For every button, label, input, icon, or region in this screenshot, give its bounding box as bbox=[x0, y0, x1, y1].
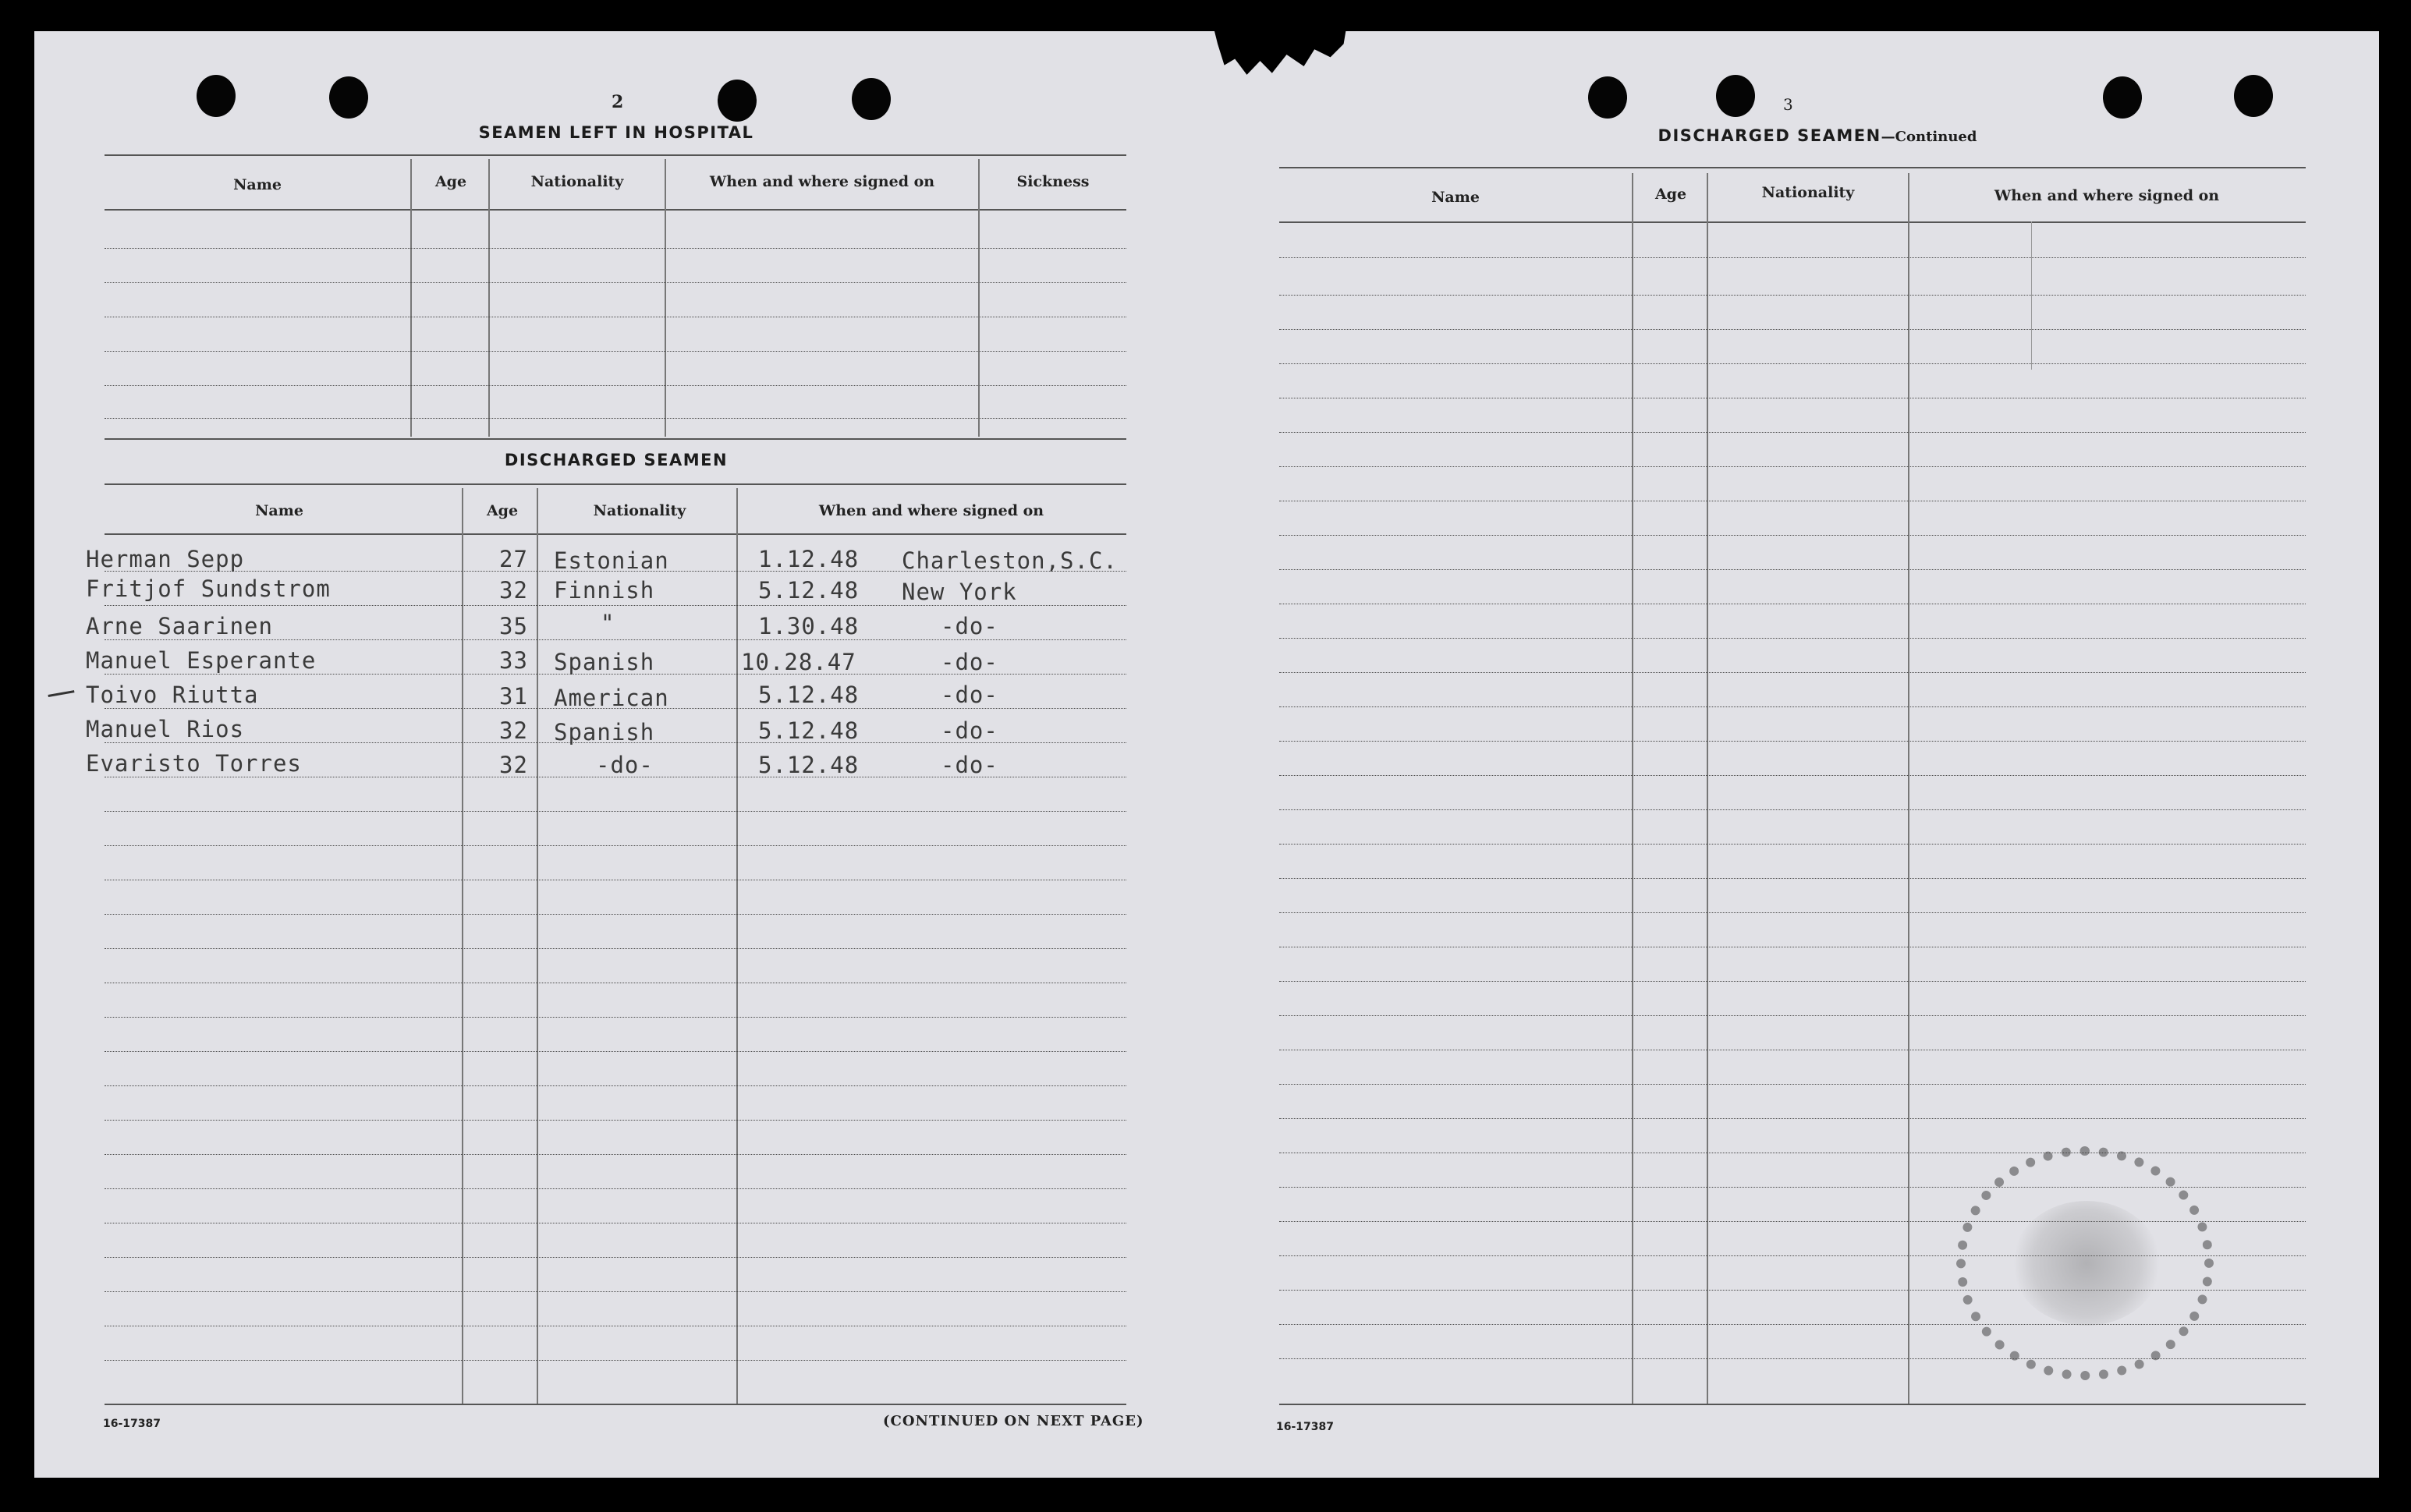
seaman-signed-date: 10.28.47 bbox=[741, 649, 856, 675]
discharged-row-line bbox=[105, 948, 1126, 949]
hospital-row-line bbox=[105, 248, 1126, 249]
punch-hole bbox=[329, 76, 368, 119]
stamp-center bbox=[2012, 1201, 2161, 1326]
right-row-line bbox=[1279, 1015, 2306, 1016]
hospital-row-line bbox=[105, 418, 1126, 419]
seaman-signed-date: 5.12.48 bbox=[758, 682, 860, 708]
right-row-line bbox=[1279, 809, 2306, 810]
right-section-title-suffix: —Continued bbox=[1881, 129, 1977, 145]
discharged-row-line bbox=[105, 1120, 1126, 1121]
right-table-top-rule bbox=[1279, 167, 2306, 168]
discharged-col-nationality: Nationality bbox=[593, 502, 686, 519]
hospital-table-bottom-rule bbox=[105, 438, 1126, 440]
seaman-signed-date: 5.12.48 bbox=[758, 752, 860, 778]
right-row-line bbox=[1279, 363, 2306, 364]
punch-hole bbox=[1588, 76, 1627, 119]
right-form-number: 16-17387 bbox=[1276, 1421, 1334, 1433]
hospital-col-nationality: Nationality bbox=[530, 173, 624, 190]
hospital-col-age: Age bbox=[434, 173, 467, 190]
discharged-row-line bbox=[105, 1188, 1126, 1189]
left-page-number: 2 bbox=[612, 92, 624, 112]
right-row-line bbox=[1279, 1084, 2306, 1085]
seaman-signed-date: 5.12.48 bbox=[758, 577, 860, 604]
seaman-nationality: " bbox=[601, 610, 615, 636]
seaman-name: Manuel Esperante bbox=[86, 647, 317, 674]
right-row-line bbox=[1279, 981, 2306, 982]
discharged-section-title: DISCHARGED SEAMEN bbox=[504, 451, 729, 469]
seaman-signed-place: -do- bbox=[941, 682, 998, 708]
seaman-signed-place: New York bbox=[902, 579, 1017, 605]
right-table-bottom-rule bbox=[1279, 1404, 2306, 1405]
seaman-signed-place: Charleston,S.C. bbox=[902, 547, 1118, 574]
right-col-divider-faint bbox=[2031, 221, 2032, 370]
discharged-table-top-rule bbox=[105, 483, 1126, 485]
seaman-nationality: Estonian bbox=[554, 547, 669, 574]
seaman-nationality: Spanish bbox=[554, 719, 655, 745]
seaman-signed-date: 5.12.48 bbox=[758, 717, 860, 744]
right-row-line bbox=[1279, 741, 2306, 742]
hospital-col-sickness: Sickness bbox=[1016, 173, 1090, 190]
hospital-row-line bbox=[105, 385, 1126, 386]
right-col-signed-on: When and where signed on bbox=[1994, 187, 2220, 204]
seaman-signed-date: 1.30.48 bbox=[758, 613, 860, 639]
discharged-col-divider bbox=[736, 488, 738, 1404]
seaman-age: 33 bbox=[499, 647, 528, 674]
seaman-age: 32 bbox=[499, 577, 528, 604]
discharged-col-divider bbox=[462, 488, 463, 1404]
right-col-divider bbox=[1908, 173, 1909, 1405]
seaman-nationality: American bbox=[554, 685, 669, 711]
right-row-line bbox=[1279, 1118, 2306, 1119]
discharged-col-name: Name bbox=[255, 502, 303, 519]
seaman-age: 31 bbox=[499, 683, 528, 710]
hospital-table-top-rule bbox=[105, 154, 1126, 156]
right-row-line bbox=[1279, 844, 2306, 845]
discharged-row-line bbox=[105, 605, 1126, 606]
discharged-table-header-rule bbox=[105, 533, 1126, 535]
seaman-name: Herman Sepp bbox=[86, 546, 245, 572]
right-row-line bbox=[1279, 706, 2306, 707]
seaman-nationality: Spanish bbox=[554, 649, 655, 675]
right-row-line bbox=[1279, 775, 2306, 776]
punch-hole bbox=[718, 80, 757, 122]
punch-hole bbox=[2234, 75, 2273, 117]
discharged-row-line bbox=[105, 811, 1126, 812]
right-table-header-rule bbox=[1279, 221, 2306, 223]
discharged-col-divider bbox=[537, 488, 538, 1404]
seaman-age: 32 bbox=[499, 717, 528, 744]
right-col-divider bbox=[1707, 173, 1708, 1405]
right-page-number: 3 bbox=[1783, 95, 1793, 114]
right-col-name: Name bbox=[1431, 189, 1480, 206]
seaman-nationality: -do- bbox=[596, 752, 654, 778]
hospital-table-header-rule bbox=[105, 209, 1126, 211]
right-row-line bbox=[1279, 912, 2306, 913]
discharged-row-line bbox=[105, 1085, 1126, 1086]
right-row-line bbox=[1279, 638, 2306, 639]
seaman-signed-place: -do- bbox=[941, 717, 998, 744]
right-col-divider bbox=[1632, 173, 1633, 1405]
hospital-col-divider bbox=[978, 159, 980, 437]
hospital-col-divider bbox=[665, 159, 666, 437]
discharged-row-line bbox=[105, 914, 1126, 915]
discharged-row-line bbox=[105, 1154, 1126, 1155]
seaman-name: Toivo Riutta bbox=[86, 682, 259, 708]
right-row-line bbox=[1279, 535, 2306, 536]
punch-hole bbox=[2103, 76, 2142, 119]
right-row-line bbox=[1279, 432, 2306, 433]
discharged-row-line bbox=[105, 845, 1126, 846]
discharged-col-age: Age bbox=[486, 502, 519, 519]
punch-hole bbox=[1716, 75, 1755, 117]
right-col-age: Age bbox=[1654, 186, 1687, 203]
hospital-row-line bbox=[105, 351, 1126, 352]
discharged-row-line bbox=[105, 1291, 1126, 1292]
hospital-section-title: SEAMEN LEFT IN HOSPITAL bbox=[478, 123, 754, 142]
seaman-age: 27 bbox=[499, 546, 528, 572]
right-row-line bbox=[1279, 672, 2306, 673]
seaman-name: Arne Saarinen bbox=[86, 613, 273, 639]
hospital-col-divider bbox=[410, 159, 412, 437]
seaman-name: Manuel Rios bbox=[86, 716, 245, 742]
punch-hole bbox=[852, 78, 891, 120]
hospital-col-signed-on: When and where signed on bbox=[709, 173, 935, 190]
right-col-nationality: Nationality bbox=[1761, 184, 1855, 201]
right-row-line bbox=[1279, 329, 2306, 330]
discharged-row-line bbox=[105, 1017, 1126, 1018]
hospital-col-divider bbox=[488, 159, 490, 437]
seaman-age: 32 bbox=[499, 752, 528, 778]
punch-hole bbox=[197, 75, 236, 117]
discharged-row-line bbox=[105, 1051, 1126, 1052]
hospital-row-line bbox=[105, 282, 1126, 283]
right-row-line bbox=[1279, 466, 2306, 467]
left-form-number: 16-17387 bbox=[103, 1418, 161, 1430]
seaman-signed-place: -do- bbox=[941, 649, 998, 675]
discharged-row-line bbox=[105, 1360, 1126, 1361]
right-section-title-main: DISCHARGED SEAMEN bbox=[1658, 126, 1881, 145]
discharged-row-line bbox=[105, 1257, 1126, 1258]
right-section-title bbox=[1599, 126, 2036, 145]
right-row-line bbox=[1279, 878, 2306, 879]
right-row-line bbox=[1279, 257, 2306, 258]
seaman-age: 35 bbox=[499, 613, 528, 639]
seaman-signed-place: -do- bbox=[941, 752, 998, 778]
seaman-name: Fritjof Sundstrom bbox=[86, 575, 331, 602]
seaman-signed-place: -do- bbox=[941, 613, 998, 639]
seaman-signed-date: 1.12.48 bbox=[758, 546, 860, 572]
continued-note: (CONTINUED ON NEXT PAGE) bbox=[883, 1413, 1144, 1429]
discharged-row-line bbox=[105, 639, 1126, 640]
right-row-line bbox=[1279, 569, 2306, 570]
discharged-table-bottom-rule bbox=[105, 1404, 1126, 1405]
discharged-col-signed-on: When and where signed on bbox=[818, 502, 1044, 519]
seaman-name: Evaristo Torres bbox=[86, 750, 302, 777]
seaman-nationality: Finnish bbox=[554, 577, 655, 604]
hospital-col-name: Name bbox=[233, 176, 282, 193]
right-row-line bbox=[1279, 295, 2306, 296]
